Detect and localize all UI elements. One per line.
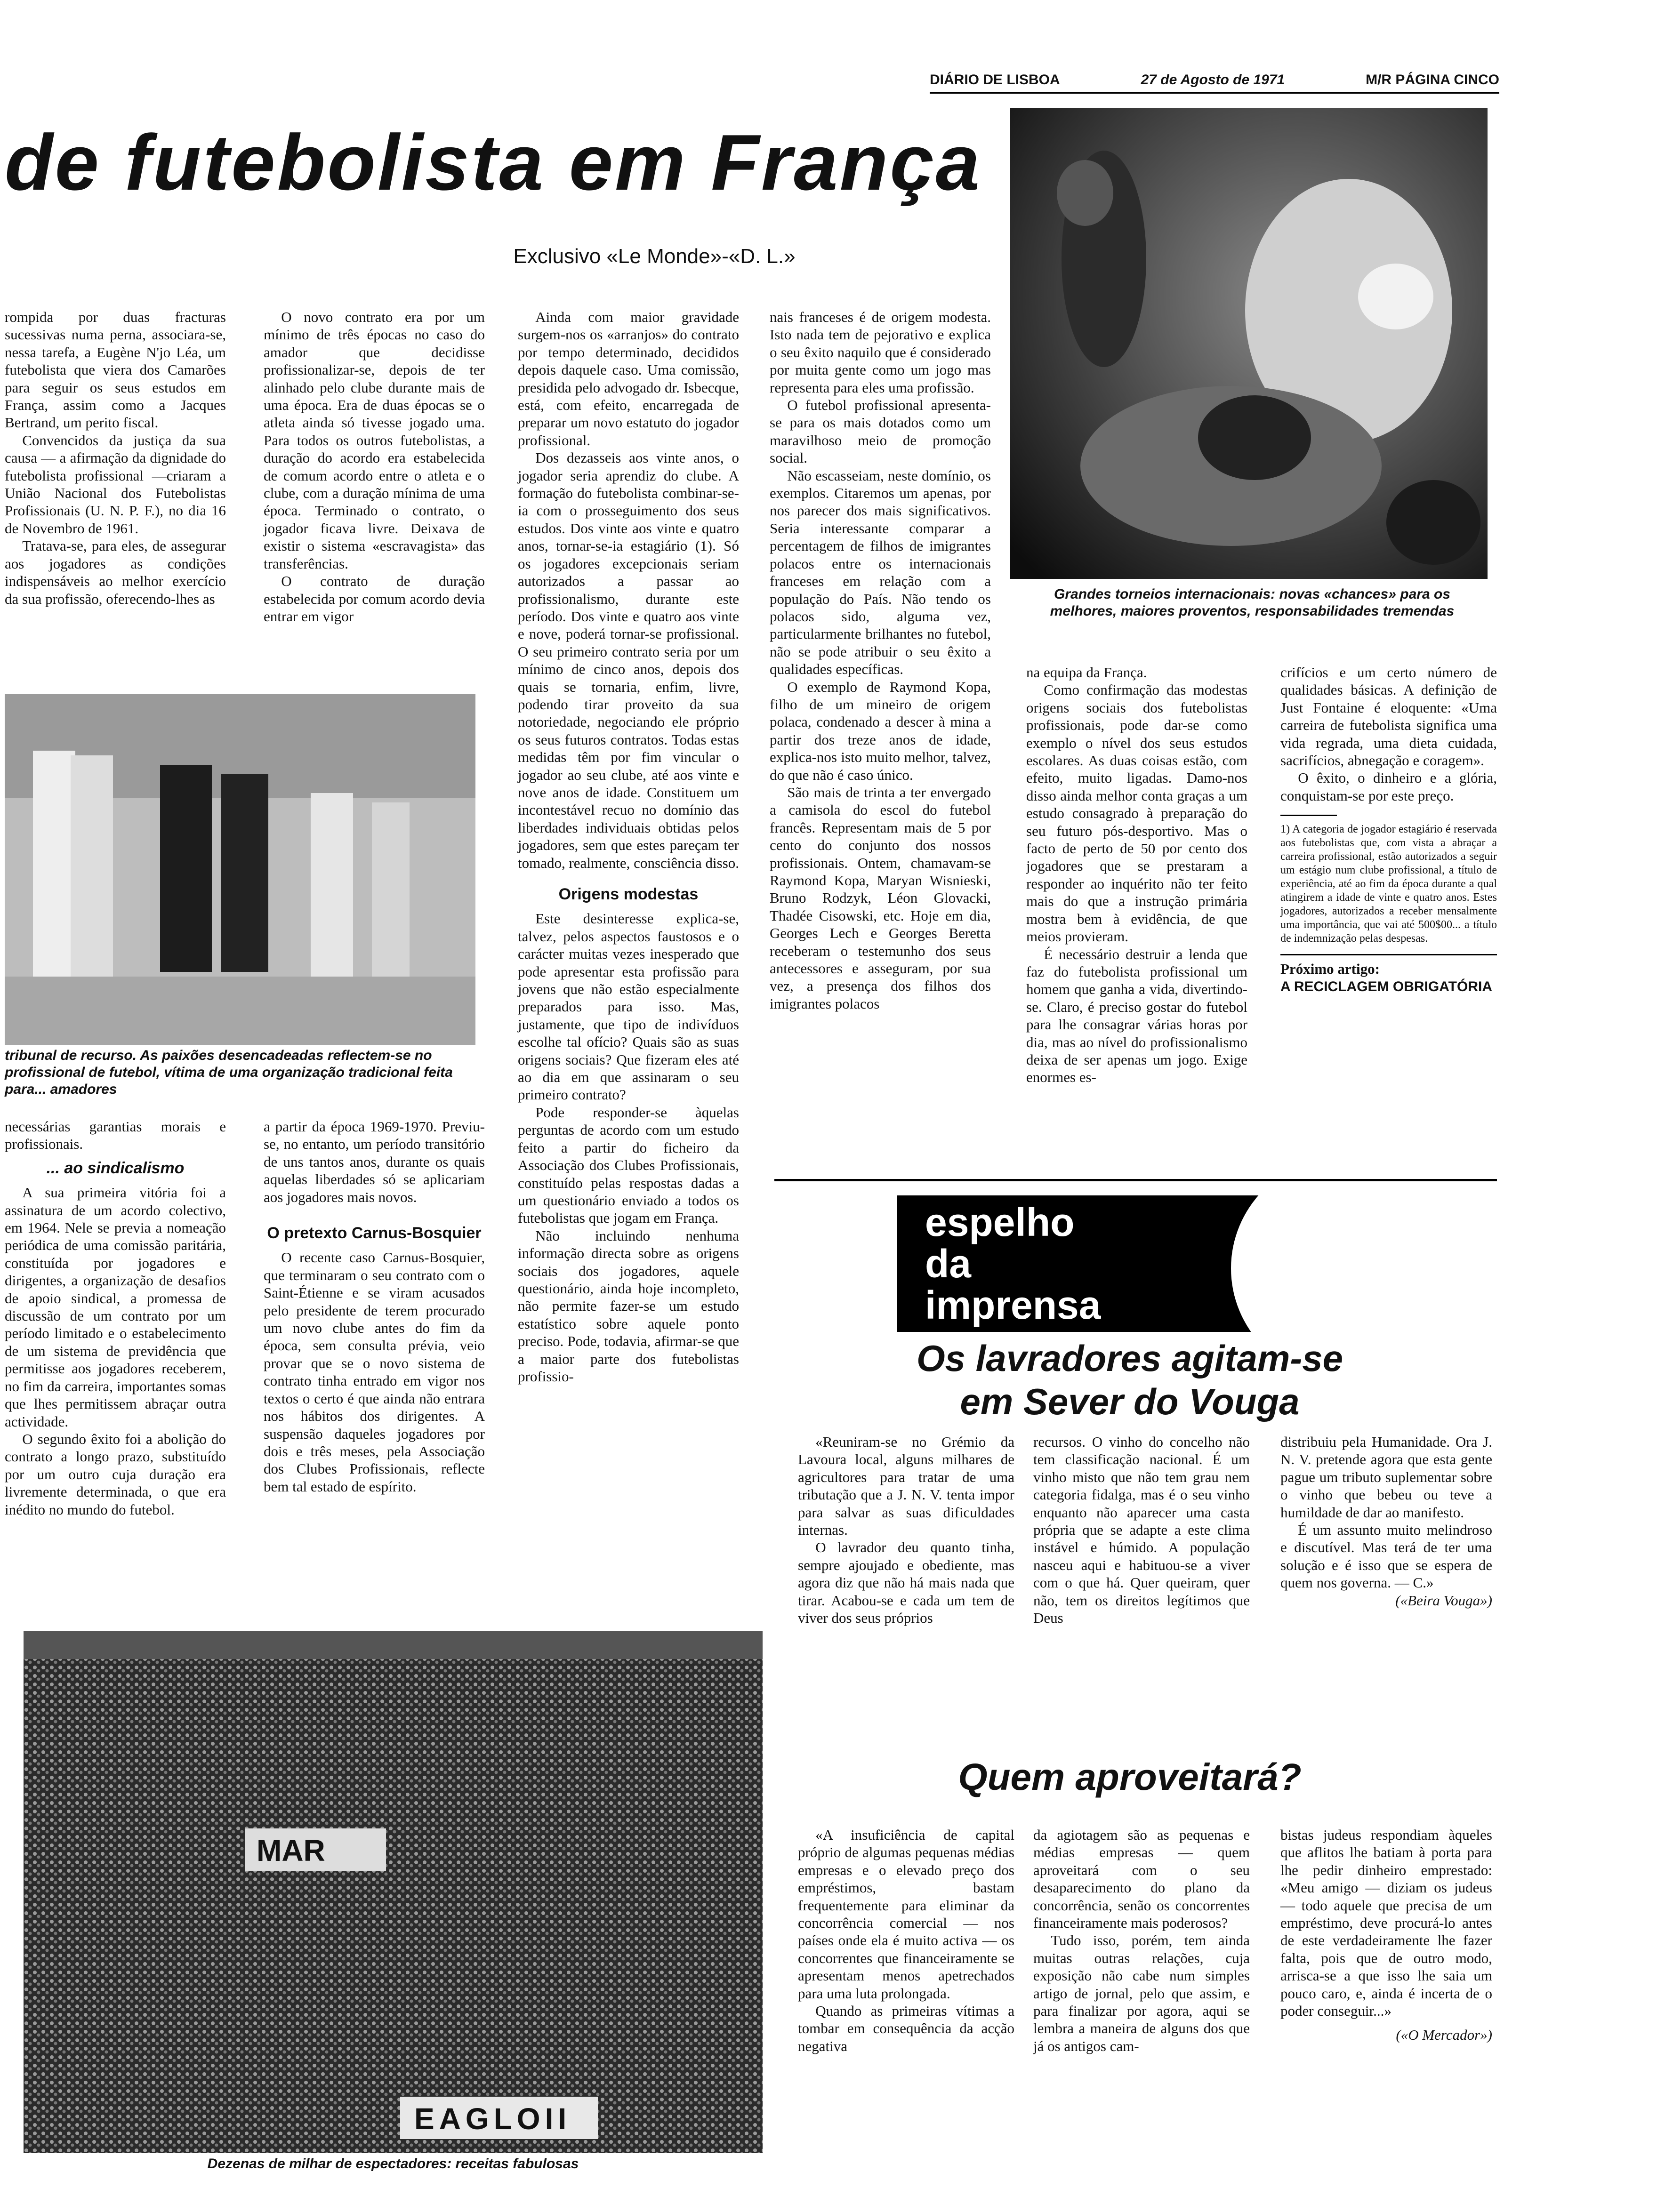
paragraph: «A insuficiência de capital próprio de algumas pequenas médias empresas e o elevado preço dos empréstimos, bastam frequentemente para eliminar da concorrência comercial — nos países onde ela é muito activa — os concorrentes que financeiramente se apresentam menos apetrechados para uma luta prolongada.: [798, 1827, 1014, 2002]
paragraph: Este desinteresse explica-se, talvez, pelos aspectos faustosos e o carácter muitas vezes inesperado que pode apresentar esta profissão para jovens que não estão especialmente preparados para isso. Mas, justamente, que tipo de indivíduos escolhe tal ofício? Quais são as suas origens sociais? Que fizeram eles até ao dia em que assinaram o seu primeiro contrato?: [518, 910, 739, 1103]
masthead-paper: DIÁRIO DE LISBOA: [930, 72, 1060, 88]
paragraph: a partir da época 1969-1970. Previu-se, no entanto, um período transitório de uns tantos anos, durante os quais aquelas liberdades só se aplicariam aos jogadores mais novos.: [264, 1118, 485, 1205]
banner-text-2: EAGLOII: [414, 2102, 571, 2136]
espelho-a1-col3: [1280, 1433, 1492, 1609]
photo-crowd: [24, 1631, 763, 2153]
paragraph: Quando as primeiras vítimas a tombar em consequência da acção negativa: [798, 2003, 1014, 2054]
photo-referee: [5, 694, 475, 1045]
masthead: [930, 70, 1499, 90]
paragraph: O segundo êxito foi a abolição do contrato a longo prazo, substituído por um outro cuja duração era livremente determinada, o que era inédito no mundo do futebol.: [5, 1430, 226, 1518]
source-o-mercador: («O Mercador»): [1396, 2027, 1492, 2044]
section-rule: [774, 1179, 1497, 1181]
masthead-page: M/R PÁGINA CINCO: [1366, 72, 1499, 88]
caption-photo1: Grandes torneios internacionais: novas «chances» para os melhores, maiores proventos, responsabilidades tremendas: [1050, 586, 1455, 619]
masthead-rule: [930, 92, 1499, 94]
headline: de futebolista em França: [5, 118, 982, 207]
subhead-origens: Origens modestas: [558, 885, 699, 903]
paragraph: Não incluindo nenhuma informação directa sobre as origens sociais dos jogadores, aquele questionário, ainda hoje incompleto, não permite fazer-se um estudo estatístico sobre aquele ponto preciso. Pode, todavia, afirmar-se que a maior parte dos futebolistas profissio-: [518, 1227, 739, 1385]
espelho-headline-2: Quem aproveitará?: [958, 1756, 1302, 1798]
paragraph: É necessário destruir a lenda que faz do futebolista profissional um homem que ganha a vida, divertindo-se. Claro, é preciso gostar do futebol para lhe consagrar várias horas por dia, mas ao nível do profissionalismo deixa de ser apenas um jogo. Exige enormes es-: [1026, 946, 1247, 1086]
next-rule: [1280, 954, 1497, 955]
paragraph: A sua primeira vitória foi a assinatura de um acordo colectivo, em 1964. Nele se previa a nomeação periódica de uma comissão paritária, constituída por jogadores e dirigentes, a organização de desafios de apoio sindical, a promessa de discussão de um contrato por um período limitado e o estabelecimento de um sistema de previdência que permitisse aos jogadores receberem, no fim da carreira, importantes somas que lhes permitissem abraçar outra actividade.: [5, 1184, 226, 1430]
masthead-date: 27 de Agosto de 1971: [1141, 72, 1285, 88]
article1-col3: [518, 308, 739, 1385]
paragraph: Como confirmação das modestas origens sociais dos futebolistas profissionais, pode dar-se como exemplo o nível dos seus estudos escolares. As duas coisas estão, com efeito, muito ligadas. Damo-nos disso ainda melhor conta graças a um estudo consagrado à preparação do seu futuro pós-desportivo. Mas o facto de perto de 50 por cento dos jogadores que se prestaram a responder ao inquérito não ter feito mais do que a instrução primária mostra bem à evidência, de que meios provieram.: [1026, 681, 1247, 945]
paragraph: Tudo isso, porém, tem ainda muitas outras relações, cuja exposição não cabe num simples artigo de jornal, pelo que assim, e para finalizar por agora, aqui se lembra a maneira de alguns dos que já os antigos cam-: [1033, 1932, 1250, 2054]
article1-col6: [1280, 664, 1497, 995]
espelho-a1-col2: [1033, 1433, 1250, 1627]
paragraph: O contrato de duração estabelecida por comum acordo devia entrar em vigor: [264, 573, 485, 625]
article1-col1: [5, 308, 226, 608]
paragraph: O recente caso Carnus-Bosquier, que terminaram o seu contrato com o Saint-Étienne e se viram acusados pelo presidente de terem procurado um novo clube antes do fim da época, sem consulta prévia, veio provar que se o novo sistema de contrato tinha entrado em vigor nos textos o certo é que ainda não entrara nos hábitos dos dirigentes. A suspensão daqueles jogadores por dois e três meses, pela Associação dos Clubes Profissionais, reflecte bem tal estado de espírito.: [264, 1249, 485, 1495]
photo-international-match: [1010, 108, 1488, 579]
next-article-label: Próximo artigo:: [1280, 961, 1380, 978]
subhead-pretexto: O pretexto Carnus-Bosquier: [267, 1224, 482, 1242]
paragraph: necessárias garantias morais e profissionais.: [5, 1118, 226, 1153]
article1-col4: [770, 308, 991, 1012]
espelho-logo: [897, 1195, 1358, 1332]
paragraph: na equipa da França.: [1026, 664, 1147, 681]
paragraph: bistas judeus respondiam àqueles que aflitos lhe batiam à porta para lhe pedir dinheiro emprestado: «Meu amigo — diziam os judeus — todo aquele que precisa de um empréstimo, deve procurá-lo antes de este verdadeiramente lhe fazer falta, pois que de outro modo, arrisca-se a que isso lhe saia um pouco caro, e, ainda é incerta de o poder conseguir...»: [1280, 1827, 1492, 2020]
article1-col2: [264, 308, 485, 625]
espelho-a2-col1: [798, 1826, 1014, 2055]
paragraph: «Reuniram-se no Grémio da Lavoura local, alguns milhares de agricultores para tratar de uma tributação que a J. N. V. tenta impor para salvar as suas dificuldades internas.: [798, 1434, 1014, 1539]
paragraph: O lavrador deu quanto tinha, sempre ajoujado e obediente, mas agora diz que não há mais nada que tirar. Acabou-se e cada um tem de viver dos seus próprios: [798, 1539, 1014, 1627]
paragraph: O futebol profissional apresenta-se para os mais dotados como um maravilhoso meio de promoção social.: [770, 397, 991, 466]
footnote: 1) A categoria de jogador estagiário é reservada aos futebolistas que, com vista a abraçar a carreira profissional, estão autorizados a seguir um estágio num clube profissional, a título de experiência, até ao fim da época durante a qual atingirem a idade de vinte e quatro anos. Estes jogadores, autorizados a receber mensalmente uma importância, que vai até 500$00... a título de indemnização pelas despesas.: [1280, 823, 1497, 945]
espelho-a2-col2: [1033, 1826, 1250, 2055]
caption-photo3: Dezenas de milhar de espectadores: receitas fabulosas: [207, 2156, 579, 2172]
article1-col5: [1026, 664, 1247, 1086]
paragraph: Não escasseiam, neste domínio, os exemplos. Citaremos um apenas, por nos parecer dos mais significativos. Seria interessante comparar a percentagem de filhos de imigrantes polacos entre os internacionais franceses em relação com a população do País. Não tendo os polacos sido, alguma vez, particularmente brilhantes no futebol, não se pode atribuir o seu êxito a qualidades específicas.: [770, 467, 991, 678]
footnote-rule: [1280, 815, 1337, 816]
banner-text: MAR: [257, 1834, 325, 1867]
subhead-sindicalismo: ... ao sindicalismo: [46, 1159, 185, 1177]
paragraph: São mais de trinta a ter envergado a camisola do escol do futebol francês. Representam mais de 5 por cento do conjunto dos nossos profissionais. Ontem, chamavam-se Raymond Kopa, Maryan Wisnieski, Bruno Rodzyk, Léon Glovacki, Thadée Cisowski, etc. Hoje em dia, Georges Lech e Georges Beretta receberam o testemunho dos seus antecessores e asseguram, por sua vez, a presença dos filhos dos imigrantes polacos: [770, 784, 991, 1012]
paragraph: O exemplo de Raymond Kopa, filho de um mineiro de origem polaca, condenado a descer à mina a partir dos treze anos de idade, explica-nos isto muito melhor, talvez, do que não é caso único.: [770, 678, 991, 783]
logo-line-2: da: [925, 1242, 972, 1286]
caption-photo2: tribunal de recurso. As paixões desencadeadas reflectem-se no profissional de futebol, vítima de uma organização tradicional feita para... amadores: [5, 1048, 453, 1097]
paragraph: Dos dezasseis aos vinte anos, o jogador seria aprendiz do clube. A formação do futebolista combinar-se-ia com o prosseguimento dos seus estudos. Dos vinte aos vinte e quatro anos, tornar-se-ia estagiário (1). Só os jogadores excepcionais seriam autorizados a passar ao profissionalismo, durante este período. Dos vinte e quatro aos vinte e nove, poderá tornar-se profissional. O seu primeiro contrato seria por um mínimo de cinco anos, depois dos quais se tornaria, enfim, livre, podendo tirar proveito da sua notoriedade, negociando ele próprio os seus futuros contratos. Todas estas medidas têm por fim vincular o jogador ao seu clube, até aos vinte e nove anos de idade. Constituem um incontestável recuo no domínio das liberdades individuais obtidas pelos jogadores, sem que estes pareçam ter tomado, realmente, consciência disso.: [518, 449, 740, 871]
paragraph: O êxito, o dinheiro e a glória, conquistam-se por este preço.: [1280, 769, 1497, 804]
paragraph: É um assunto muito melindroso e discutível. Mas terá de ter uma solução e é isso que se espera de quem nos governa. — C.»: [1280, 1522, 1492, 1591]
espelho-headline-1: Os lavradores agitam-se em Sever do Vouga: [916, 1338, 1343, 1422]
logo-white-circle: [1231, 1195, 1358, 1332]
logo-line-1: espelho: [925, 1200, 1075, 1244]
lower-colA: [5, 1118, 226, 1518]
paragraph: nais franceses é de origem modesta. Isto nada tem de pejorativo e explica o seu êxito naquilo que é considerado por muita gente como um jogo mas representa para eles uma profissão.: [770, 309, 991, 396]
paragraph: distribuiu pela Humanidade. Ora J. N. V. pretende agora que esta gente pague um tributo suplementar sobre o vinho que bebeu ou teve a humildade de dar ao manifesto.: [1280, 1434, 1492, 1521]
espelho-a1-col1: [798, 1433, 1014, 1627]
paragraph: Tratava-se, para eles, de assegurar aos jogadores as condições indispensáveis ao melhor exercício da sua profissão, oferecendo-lhes as: [5, 537, 226, 607]
next-article-title: A RECICLAGEM OBRIGATÓRIA: [1280, 978, 1492, 994]
paragraph: rompida por duas fracturas sucessivas numa perna, associara-se, nessa tarefa, a Eugène N'jo Léa, um futebolista que viera dos Camarões para seguir os seus estudos em França, assim como a Jacques Bertrand, um perito fiscal.: [5, 309, 226, 431]
paragraph: da agiotagem são as pequenas e médias empresas — quem aproveitará com o seu desaparecimento do plano da concorrência, senão os concorrentes financeiramente mais poderosos?: [1033, 1827, 1250, 1931]
paragraph: O novo contrato era por um mínimo de três épocas no caso do amador que decidisse profissionalizar-se, depois de ter alinhado pelo clube durante mais de uma época. Era de duas épocas se o atleta ainda só tivesse jogado uma. Para todos os outros futebolistas, a duração do acordo era estabelecida de comum acordo entre o atleta e o clube, com a duração mínima de uma época. Terminado o contrato, o jogador ficava livre. Deixava de existir o sistema «escravagista» das transferências.: [264, 309, 485, 572]
byline: Exclusivo «Le Monde»-«D. L.»: [513, 245, 796, 268]
paragraph: crifícios e um certo número de qualidades básicas. A definição de Just Fontaine é eloquente: «Uma carreira de futebolista significa uma vida regrada, uma dieta cuidada, sacrifícios, abnegação e coragem».: [1280, 664, 1497, 769]
espelho-a2-col3: [1280, 1826, 1492, 2044]
paragraph: Convencidos da justiça da sua causa — a afirmação da dignidade do futebolista profissional —criaram a União Nacional dos Futebolistas Profissionais (U. N. P. F.), no dia 16 de Novembro de 1961.: [5, 432, 226, 537]
paragraph: Pode responder-se àquelas perguntas de acordo com um estudo feito a partir do ficheiro da Associação dos Clubes Profissionais, constituído pelas respostas dadas a um questionário enviado a todos os futebolistas que jogam em França.: [518, 1104, 739, 1226]
paragraph: recursos. O vinho do concelho não tem classificação nacional. É um vinho misto que não tem grau nem categoria fidalga, mas é o seu vinho enquanto não aparecer uma casta própria que se adapte a este clima instável e húmido. A população nasceu aqui e habituou-se a viver com o que há. Quer queiram, quer não, tem os direitos legítimos que Deus: [1033, 1434, 1250, 1627]
paragraph: Ainda com maior gravidade surgem-nos os «arranjos» do contrato por tempo determinado, decididos depois daquele caso. Uma comissão, presidida pelo advogado dr. Isbecque, está, com efeito, encarregada de preparar um novo estatuto do jogador profissional.: [518, 309, 739, 449]
lower-colB: [264, 1118, 485, 1495]
logo-line-3: imprensa: [925, 1283, 1101, 1327]
source-beira-vouga: («Beira Vouga»): [1395, 1592, 1492, 1609]
